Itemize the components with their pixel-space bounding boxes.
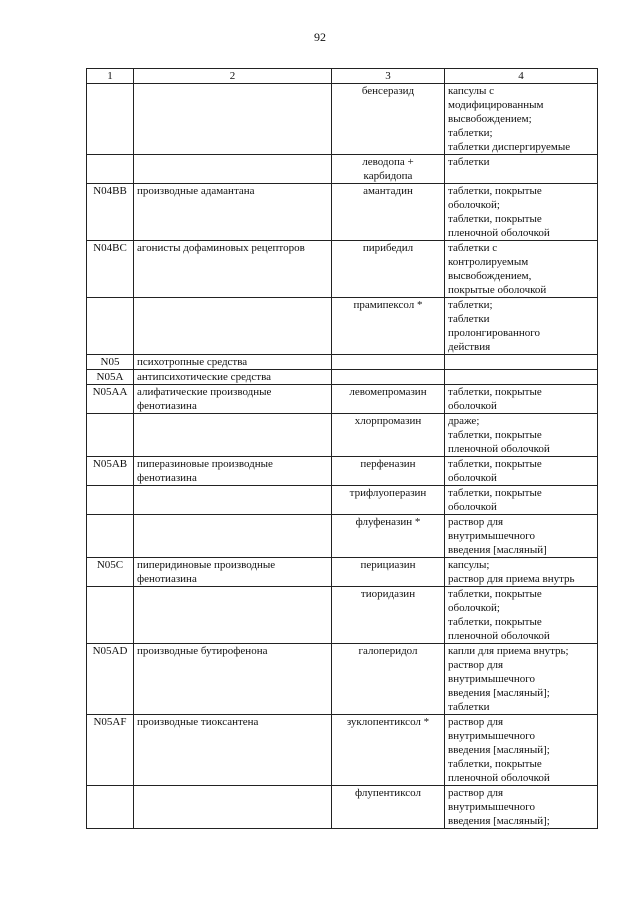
table-row bbox=[87, 587, 598, 644]
dosage-form-cell bbox=[445, 298, 598, 355]
dosage-form-cell-line: пленочной оболочкой bbox=[448, 443, 550, 455]
dosage-form-cell-line: раствор для bbox=[448, 659, 504, 671]
dosage-form-cell-line: таблетки, покрытые bbox=[448, 386, 542, 398]
atc-code-cell: N05AB bbox=[87, 457, 134, 486]
group-name-cell-line: агонисты дофаминовых рецепторов bbox=[137, 242, 305, 254]
drug-name-cell bbox=[332, 155, 445, 184]
drug-name-cell-line: флупентиксол bbox=[355, 787, 421, 799]
dosage-form-cell-line: оболочкой bbox=[448, 501, 497, 513]
dosage-form-cell-line: таблетки, покрытые bbox=[448, 429, 542, 441]
group-name-cell-line: производные бутирофенона bbox=[137, 645, 268, 657]
dosage-form-cell-line: пленочной оболочкой bbox=[448, 630, 550, 642]
atc-code-cell: N04BC bbox=[87, 241, 134, 298]
dosage-form-cell bbox=[445, 241, 598, 298]
group-name-cell bbox=[134, 155, 332, 184]
drug-name-cell-line: левомепромазин bbox=[349, 386, 427, 398]
drug-name-cell-line: бенсеразид bbox=[361, 85, 415, 97]
drug-name-cell-line: карбидопа bbox=[363, 170, 413, 182]
dosage-form-cell bbox=[445, 558, 598, 587]
dosage-form-cell-line: пленочной оболочкой bbox=[448, 772, 550, 784]
drug-name-cell-line: трифлуоперазин bbox=[349, 487, 427, 499]
dosage-form-cell-line: внутримышечного bbox=[448, 530, 535, 542]
table-row bbox=[87, 515, 598, 558]
dosage-form-cell-line: раствор для приема внутрь bbox=[448, 573, 575, 585]
group-name-cell bbox=[134, 715, 332, 786]
dosage-form-cell-line: раствор для bbox=[448, 516, 504, 528]
drug-name-cell-line: пирибедил bbox=[362, 242, 414, 254]
table-row bbox=[87, 558, 598, 587]
dosage-form-cell-line: драже; bbox=[448, 415, 480, 427]
dosage-form-cell-line: оболочкой bbox=[448, 400, 497, 412]
drug-name-cell-line: флуфеназин * bbox=[355, 516, 421, 528]
dosage-form-cell-line: таблетки, покрытые bbox=[448, 588, 542, 600]
drug-name-cell-line: перициазин bbox=[360, 559, 416, 571]
drug-name-cell-line: тиоридазин bbox=[360, 588, 416, 600]
dosage-form-cell bbox=[445, 644, 598, 715]
dosage-form-cell-line: таблетки; bbox=[448, 127, 493, 139]
drug-name-cell-line: леводопа + bbox=[362, 156, 414, 168]
table-row bbox=[87, 786, 598, 829]
atc-code-cell: N05AA bbox=[87, 385, 134, 414]
atc-code-cell bbox=[87, 515, 134, 558]
atc-code-cell bbox=[87, 414, 134, 457]
dosage-form-cell-line: таблетки, покрытые bbox=[448, 458, 542, 470]
drug-name-cell bbox=[332, 241, 445, 298]
group-name-cell-line: производные тиоксантена bbox=[137, 716, 259, 728]
dosage-form-cell-line: раствор для bbox=[448, 716, 504, 728]
drug-name-cell bbox=[332, 355, 445, 370]
drug-name-cell-line: прамипексол * bbox=[353, 299, 423, 311]
dosage-form-cell-line: таблетки bbox=[448, 313, 490, 325]
group-name-cell bbox=[134, 84, 332, 155]
dosage-form-cell bbox=[445, 515, 598, 558]
drug-name-cell bbox=[332, 558, 445, 587]
dosage-form-cell bbox=[445, 457, 598, 486]
group-name-cell bbox=[134, 184, 332, 241]
dosage-form-cell-line: оболочкой; bbox=[448, 199, 500, 211]
dosage-form-cell-line: контролируемым bbox=[448, 256, 529, 268]
page-number: 92 bbox=[314, 30, 326, 44]
atc-code-cell bbox=[87, 84, 134, 155]
dosage-form-cell-line: таблетки, покрытые bbox=[448, 213, 542, 225]
table-row bbox=[87, 155, 598, 184]
dosage-form-cell-line: капсулы с bbox=[448, 85, 495, 97]
drug-name-cell bbox=[332, 84, 445, 155]
group-name-cell bbox=[134, 298, 332, 355]
table-row bbox=[87, 184, 598, 241]
dosage-form-cell-line: действия bbox=[448, 341, 491, 353]
dosage-form-cell-line: внутримышечного bbox=[448, 730, 535, 742]
dosage-form-cell-line: таблетки bbox=[448, 156, 490, 168]
dosage-form-cell-line: таблетки, покрытые bbox=[448, 487, 542, 499]
drug-name-cell-line: хлорпромазин bbox=[354, 415, 422, 427]
table-row bbox=[87, 355, 598, 370]
column-header: 1 bbox=[87, 69, 134, 84]
dosage-form-cell bbox=[445, 786, 598, 829]
dosage-form-cell-line: капсулы; bbox=[448, 559, 490, 571]
dosage-form-cell bbox=[445, 587, 598, 644]
group-name-cell-line: антипсихотические средства bbox=[137, 371, 272, 383]
dosage-form-cell-line: таблетки, покрытые bbox=[448, 616, 542, 628]
dosage-form-cell-line: модифицированным bbox=[448, 99, 544, 111]
dosage-form-cell-line: введения [масляный]; bbox=[448, 687, 550, 699]
table-row bbox=[87, 644, 598, 715]
dosage-form-cell bbox=[445, 385, 598, 414]
dosage-form-cell-line: таблетки, покрытые bbox=[448, 758, 542, 770]
atc-code-cell: N05C bbox=[87, 558, 134, 587]
dosage-form-cell bbox=[445, 84, 598, 155]
table-body bbox=[87, 84, 598, 829]
drug-name-cell bbox=[332, 515, 445, 558]
dosage-form-cell-line: таблетки с bbox=[448, 242, 498, 254]
table-row bbox=[87, 84, 598, 155]
group-name-cell-line: пиперазиновые производные bbox=[137, 458, 273, 470]
group-name-cell bbox=[134, 414, 332, 457]
dosage-form-cell-line: пленочной оболочкой bbox=[448, 227, 550, 239]
dosage-form-cell bbox=[445, 715, 598, 786]
group-name-cell bbox=[134, 355, 332, 370]
column-header: 4 bbox=[445, 69, 598, 84]
table-row bbox=[87, 715, 598, 786]
drug-name-cell bbox=[332, 370, 445, 385]
dosage-form-cell bbox=[445, 486, 598, 515]
table-header-row bbox=[87, 69, 598, 84]
atc-code-cell bbox=[87, 587, 134, 644]
group-name-cell-line: психотропные средства bbox=[137, 356, 248, 368]
drug-name-cell bbox=[332, 644, 445, 715]
group-name-cell-line: фенотиазина bbox=[137, 472, 197, 484]
group-name-cell-line: фенотиазина bbox=[137, 400, 197, 412]
dosage-form-cell-line: оболочкой bbox=[448, 472, 497, 484]
dosage-form-cell-line: таблетки диспергируемые bbox=[448, 141, 571, 153]
column-header: 2 bbox=[134, 69, 332, 84]
drug-table bbox=[86, 68, 598, 829]
drug-name-cell-line: перфеназин bbox=[360, 458, 416, 470]
drug-name-cell bbox=[332, 298, 445, 355]
dosage-form-cell-line: раствор для bbox=[448, 787, 504, 799]
group-name-cell-line: алифатические производные bbox=[137, 386, 272, 398]
group-name-cell bbox=[134, 786, 332, 829]
dosage-form-cell-line: таблетки; bbox=[448, 299, 493, 311]
table-row bbox=[87, 298, 598, 355]
drug-name-cell bbox=[332, 385, 445, 414]
drug-name-cell-line: амантадин bbox=[363, 185, 413, 197]
dosage-form-cell-line: высвобождением; bbox=[448, 113, 532, 125]
drug-name-cell bbox=[332, 486, 445, 515]
dosage-form-cell bbox=[445, 355, 598, 370]
dosage-form-cell bbox=[445, 184, 598, 241]
group-name-cell-line: производные адамантана bbox=[137, 185, 255, 197]
group-name-cell bbox=[134, 385, 332, 414]
table-row bbox=[87, 414, 598, 457]
dosage-form-cell-line: таблетки, покрытые bbox=[448, 185, 542, 197]
group-name-cell bbox=[134, 457, 332, 486]
atc-code-cell: N05 bbox=[87, 355, 134, 370]
atc-code-cell: N05AD bbox=[87, 644, 134, 715]
drug-name-cell bbox=[332, 457, 445, 486]
table-row bbox=[87, 457, 598, 486]
dosage-form-cell-line: внутримышечного bbox=[448, 673, 535, 685]
group-name-cell bbox=[134, 370, 332, 385]
group-name-cell-line: пиперидиновые производные bbox=[137, 559, 276, 571]
drug-name-cell bbox=[332, 587, 445, 644]
group-name-cell bbox=[134, 486, 332, 515]
group-name-cell bbox=[134, 241, 332, 298]
dosage-form-cell-line: введения [масляный]; bbox=[448, 815, 550, 827]
group-name-cell bbox=[134, 558, 332, 587]
group-name-cell bbox=[134, 587, 332, 644]
atc-code-cell: N05A bbox=[87, 370, 134, 385]
atc-code-cell bbox=[87, 155, 134, 184]
dosage-form-cell-line: введения [масляный] bbox=[448, 544, 547, 556]
table-row bbox=[87, 486, 598, 515]
drug-name-cell bbox=[332, 414, 445, 457]
dosage-form-cell bbox=[445, 414, 598, 457]
dosage-form-cell-line: капли для приема внутрь; bbox=[448, 645, 569, 657]
drug-name-cell bbox=[332, 184, 445, 241]
group-name-cell-line: фенотиазина bbox=[137, 573, 197, 585]
group-name-cell bbox=[134, 515, 332, 558]
dosage-form-cell-line: высвобождением, bbox=[448, 270, 532, 282]
dosage-form-cell bbox=[445, 155, 598, 184]
dosage-form-cell-line: оболочкой; bbox=[448, 602, 500, 614]
drug-name-cell bbox=[332, 715, 445, 786]
dosage-form-cell-line: пролонгированного bbox=[448, 327, 540, 339]
dosage-form-cell-line: введения [масляный]; bbox=[448, 744, 550, 756]
atc-code-cell bbox=[87, 486, 134, 515]
atc-code-cell: N05AF bbox=[87, 715, 134, 786]
table-row bbox=[87, 370, 598, 385]
dosage-form-cell bbox=[445, 370, 598, 385]
group-name-cell bbox=[134, 644, 332, 715]
table-row bbox=[87, 385, 598, 414]
atc-code-cell bbox=[87, 298, 134, 355]
atc-code-cell bbox=[87, 786, 134, 829]
drug-name-cell bbox=[332, 786, 445, 829]
atc-code-cell: N04BB bbox=[87, 184, 134, 241]
table-row bbox=[87, 241, 598, 298]
drug-name-cell-line: галоперидол bbox=[358, 645, 418, 657]
dosage-form-cell-line: таблетки bbox=[448, 701, 490, 713]
column-header: 3 bbox=[332, 69, 445, 84]
drug-name-cell-line: зуклопентиксол * bbox=[346, 716, 430, 728]
dosage-form-cell-line: внутримышечного bbox=[448, 801, 535, 813]
dosage-form-cell-line: покрытые оболочкой bbox=[448, 284, 547, 296]
